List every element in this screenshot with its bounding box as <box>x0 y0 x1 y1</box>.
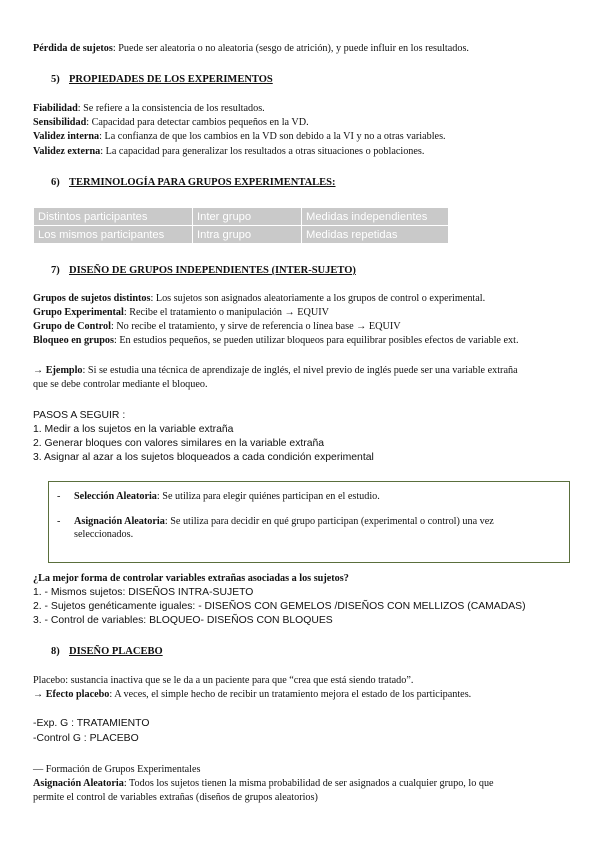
table-cell: Distintos participantes <box>34 208 193 226</box>
terminology-table <box>33 207 449 244</box>
group-line: Grupos de sujetos distintos: Los sujetos son asignados aleatoriamente a los grupos de control o experimental. <box>33 293 486 304</box>
property-line: Validez externa: La capacidad para generalizar los resultados a otras situaciones o poblaciones. <box>33 146 425 157</box>
section-heading-8: 8) DISEÑO PLACEBO <box>51 646 163 657</box>
control-group-line: -Control G : PLACEBO <box>33 733 139 744</box>
placebo-definition: Placebo: sustancia inactiva que se le da a un paciente para que “crea que está siendo tratado”. <box>33 675 414 686</box>
property-line: Validez interna: La confianza de que los cambios en la VD son debido a la VI y no a otras variables. <box>33 131 446 142</box>
assignment-line: Asignación Aleatoria: Todos los sujetos tienen la misma probabilidad de ser asignados a cualquier grupo, lo que <box>33 778 494 789</box>
table-cell: Los mismos participantes <box>34 226 193 244</box>
step-item: 3. Asignar al azar a los sujetos bloqueados a cada condición experimental <box>33 452 374 463</box>
group-line: Bloqueo en grupos: En estudios pequeños, se pueden utilizar bloqueos para equilibrar posibles efectos de variable ext. <box>33 335 519 346</box>
section-heading-7: 7) DISEÑO DE GRUPOS INDEPENDIENTES (INTER-SUJETO) <box>51 265 356 276</box>
assignment-line: permite el control de variables extrañas (diseños de grupos aleatorios) <box>33 792 318 803</box>
placebo-effect-line: → Efecto placebo: A veces, el simple hecho de recibir un tratamiento mejora el estado de los participantes. <box>33 689 472 700</box>
answer-item: 2. - Sujetos genéticamente iguales: - DISEÑOS CON GEMELOS /DISEÑOS CON MELLIZOS (CAMADAS) <box>33 601 526 612</box>
exp-group-line: -Exp. G : TRATAMIENTO <box>33 718 150 729</box>
section-heading-5: 5) PROPIEDADES DE LOS EXPERIMENTOS <box>51 74 273 85</box>
answer-item: 3. - Control de variables: BLOQUEO- DISEÑOS CON BLOQUES <box>33 615 333 626</box>
table-row <box>34 226 449 244</box>
table-cell: Inter grupo <box>193 208 302 226</box>
answer-item: 1. - Mismos sujetos: DISEÑOS INTRA-SUJETO <box>33 587 254 598</box>
section-heading-6: 6) TERMINOLOGÍA PARA GRUPOS EXPERIMENTALES: <box>51 177 336 188</box>
term: Pérdida de sujetos <box>33 43 113 54</box>
property-line: Sensibilidad: Capacidad para detectar cambios pequeños en la VD. <box>33 117 309 128</box>
table-cell: Medidas independientes <box>302 208 449 226</box>
step-item: 1. Medir a los sujetos en la variable extraña <box>33 424 234 435</box>
property-line: Fiabilidad: Se refiere a la consistencia de los resultados. <box>33 103 265 114</box>
random-methods-box: - Selección Aleatoria: Se utiliza para elegir quiénes participan en el estudio. - Asignación Aleatoria: Se utiliza para decidir en qué grupo participan (experimental o control) una vez seleccionados. <box>48 481 570 563</box>
group-line: Grupo Experimental: Recibe el tratamiento o manipulación → EQUIV <box>33 307 329 318</box>
table-row <box>34 208 449 226</box>
question-line: ¿La mejor forma de controlar variables extrañas asociadas a los sujetos? <box>33 573 349 584</box>
table-cell: Intra grupo <box>193 226 302 244</box>
table-cell: Medidas repetidas <box>302 226 449 244</box>
steps-title: PASOS A SEGUIR : <box>33 410 126 421</box>
formation-line: — Formación de Grupos Experimentales <box>33 764 201 775</box>
step-item: 2. Generar bloques con valores similares en la variable extraña <box>33 438 325 449</box>
example-line: → Ejemplo: Si se estudia una técnica de aprendizaje de inglés, el nivel previo de inglés puede ser una variable extraña <box>33 365 518 376</box>
group-line: Grupo de Control: No recibe el tratamiento, y sirve de referencia o línea base → EQUIV <box>33 321 401 332</box>
intro-line: Pérdida de sujetos: Puede ser aleatoria o no aleatoria (sesgo de atrición), y puede influir en los resultados. <box>33 43 469 54</box>
example-line: que se debe controlar mediante el bloqueo. <box>33 379 208 390</box>
